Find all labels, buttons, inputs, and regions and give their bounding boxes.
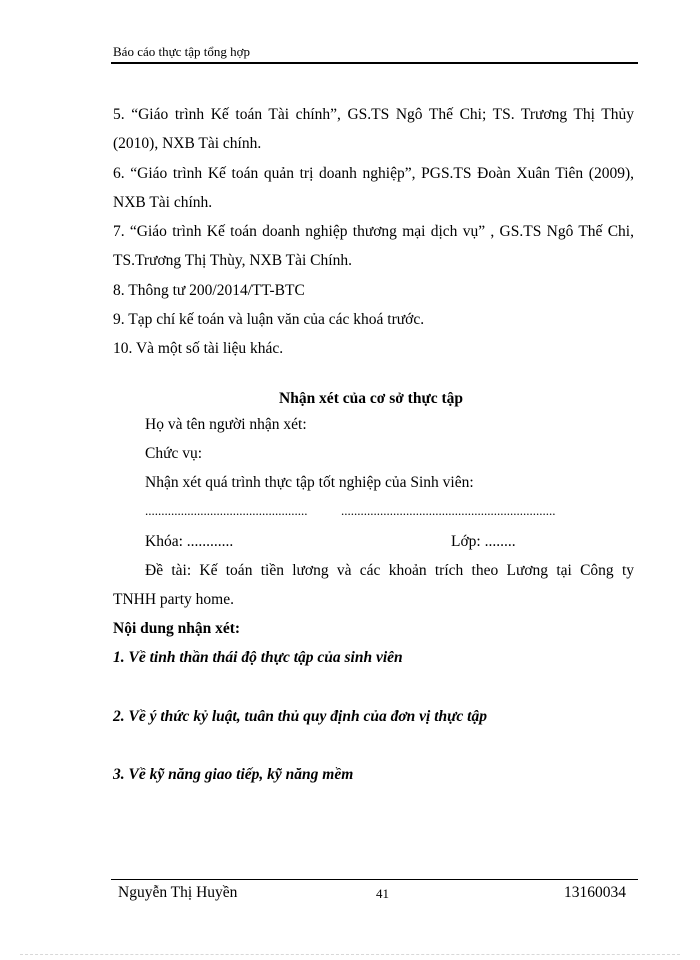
content-heading: Nội dung nhận xét: bbox=[113, 620, 241, 637]
dotted-line-left: .................................................. bbox=[145, 503, 308, 518]
topic-line2: TNHH party home. bbox=[113, 591, 234, 608]
footer-student-id: 13160034 bbox=[564, 884, 626, 901]
running-header: Báo cáo thực tập tổng hợp bbox=[113, 44, 251, 59]
reviewer-name-label: Họ và tên người nhận xét: bbox=[145, 416, 307, 433]
reference-8: 8. Thông tư 200/2014/TT-BTC bbox=[113, 282, 305, 299]
evaluation-title: Nhận xét của cơ sở thực tập bbox=[279, 390, 464, 407]
reference-10: 10. Và một số tài liệu khác. bbox=[113, 340, 284, 357]
footer-divider bbox=[111, 879, 638, 880]
dotted-line-right: .................................................................. bbox=[341, 503, 556, 518]
reference-9: 9. Tạp chí kế toán và luận văn của các khoá trước. bbox=[113, 311, 425, 328]
reference-5-line2: (2010), NXB Tài chính. bbox=[113, 135, 262, 152]
reference-6-line1: 6. “Giáo trình Kế toán quản trị doanh nghiệp”, PGS.TS Đoàn Xuân Tiên (2009), bbox=[113, 165, 634, 182]
page-number: 41 bbox=[376, 886, 389, 901]
class-label: Lớp: ........ bbox=[451, 533, 516, 550]
process-comment-label: Nhận xét quá trình thực tập tốt nghiệp của Sinh viên: bbox=[145, 474, 474, 491]
footer-author: Nguyễn Thị Huyền bbox=[118, 884, 238, 901]
criterion-1: 1. Về tinh thần thái độ thực tập của sinh viên bbox=[113, 649, 403, 666]
position-label: Chức vụ: bbox=[145, 445, 203, 462]
reference-5-line1: 5. “Giáo trình Kế toán Tài chính”, GS.TS Ngô Thế Chi; TS. Trương Thị Thủy bbox=[113, 106, 634, 123]
reference-7-line2: TS.Trương Thị Thùy, NXB Tài Chính. bbox=[113, 252, 352, 269]
criterion-2: 2. Về ý thức kỷ luật, tuân thủ quy định của đơn vị thực tập bbox=[113, 708, 487, 725]
reference-6-line2: NXB Tài chính. bbox=[113, 194, 213, 211]
criterion-3: 3. Về kỹ năng giao tiếp, kỹ năng mềm bbox=[113, 766, 354, 783]
reference-7-line1: 7. “Giáo trình Kế toán doanh nghiệp thương mại dịch vụ” , GS.TS Ngô Thế Chi, bbox=[113, 223, 634, 240]
course-label: Khóa: ............ bbox=[145, 533, 234, 550]
topic-line1: Đề tài: Kế toán tiền lương và các khoản trích theo Lương tại Công ty bbox=[145, 562, 634, 579]
header-divider bbox=[111, 62, 638, 64]
page-bottom-edge bbox=[20, 954, 680, 955]
